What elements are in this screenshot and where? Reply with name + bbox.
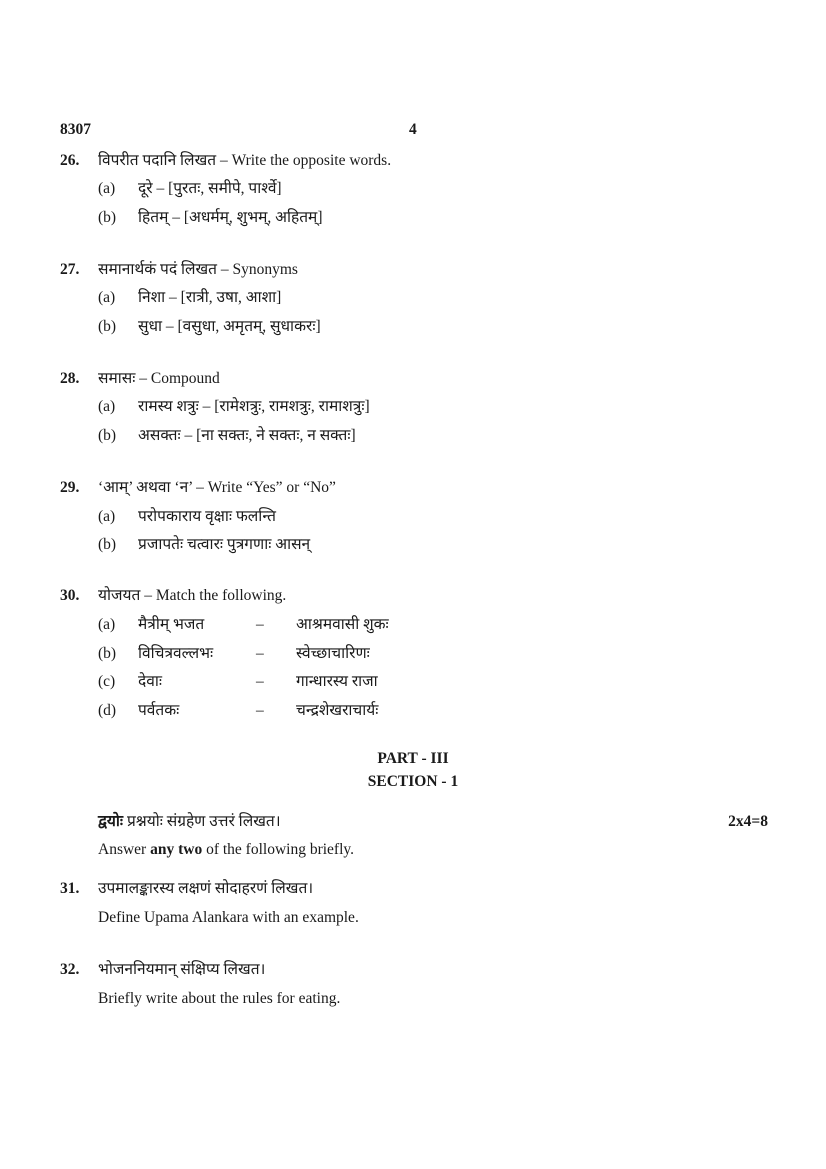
item-text: निशा – [रात्री, उषा, आशा]	[138, 289, 282, 306]
match-dash: –	[256, 673, 264, 690]
question-prompt: समासः – Compound	[98, 370, 220, 387]
question-number: 31.	[60, 880, 80, 897]
item-text: परोपकाराय वृक्षाः फलन्ति	[138, 508, 276, 525]
item-text: हितम् – [अधर्मम्, शुभम्, अहितम्]	[138, 209, 323, 226]
item-label: (a)	[98, 398, 116, 415]
match-label: (a)	[98, 616, 116, 633]
match-left: मैत्रीम् भजत	[138, 616, 205, 633]
item-label: (a)	[98, 508, 116, 525]
match-left: पर्वतकः	[138, 702, 180, 719]
match-label: (c)	[98, 673, 116, 690]
question-prompt: ‘आम्’ अथवा ‘न’ – Write “Yes” or “No”	[98, 479, 336, 496]
match-right: गान्धारस्य राजा	[296, 673, 378, 690]
question-number: 29.	[60, 479, 80, 496]
match-dash: –	[256, 702, 264, 719]
item-label: (b)	[98, 318, 117, 335]
question-sanskrit: उपमालङ्कारस्य लक्षणं सोदाहरणं लिखत।	[98, 880, 314, 897]
marks: 2x4=8	[728, 813, 768, 830]
instruction-pre: Answer	[98, 841, 151, 858]
item-label: (b)	[98, 536, 117, 553]
instruction-post: of the following briefly.	[202, 841, 355, 858]
item-text: रामस्य शत्रुः – [रामेशत्रुः, रामशत्रुः, रामाशत्रुः]	[138, 398, 370, 415]
match-right: आश्रमवासी शुकः	[296, 616, 389, 633]
item-text: असक्तः – [ना सक्तः, ने सक्तः, न सक्तः]	[138, 427, 356, 444]
item-label: (b)	[98, 427, 117, 444]
match-left: विचित्रवल्लभः	[138, 645, 214, 662]
match-label: (d)	[98, 702, 117, 719]
match-label: (b)	[98, 645, 117, 662]
item-text: दूरे – [पुरतः, समीपे, पार्श्वे]	[138, 180, 282, 197]
question-sanskrit: भोजननियमान् संक्षिप्य लिखत।	[98, 961, 266, 978]
match-dash: –	[256, 645, 264, 662]
question-english: Briefly write about the rules for eating.	[98, 990, 341, 1007]
instruction-english	[98, 840, 354, 860]
question-english: Define Upama Alankara with an example.	[98, 909, 359, 926]
item-text: सुधा – [वसुधा, अमृतम्, सुधाकरः]	[138, 318, 321, 335]
instruction-sanskrit	[98, 812, 281, 832]
instruction-emphasis: any two	[150, 841, 203, 858]
question-number: 27.	[60, 261, 80, 278]
match-dash: –	[256, 616, 264, 633]
question-prompt: विपरीत पदानि लिखत – Write the opposite words.	[98, 152, 392, 169]
part-title: PART - III	[377, 750, 449, 767]
instruction-bold: द्वयोः	[98, 813, 124, 830]
question-prompt: योजयत – Match the following.	[98, 587, 287, 604]
question-number: 26.	[60, 152, 80, 169]
item-label: (a)	[98, 180, 116, 197]
paper-code: 8307	[60, 121, 91, 138]
match-left: देवाः	[138, 673, 162, 690]
item-text: प्रजापतेः चत्वारः पुत्रगणाः आसन्	[138, 536, 311, 553]
question-number: 32.	[60, 961, 80, 978]
page-number: 4	[409, 121, 417, 138]
section-title: SECTION - 1	[367, 773, 459, 790]
question-prompt: समानार्थकं पदं लिखत – Synonyms	[98, 261, 298, 278]
item-label: (b)	[98, 209, 117, 226]
instruction-rest: प्रश्नयोः संग्रहेण उत्तरं लिखत।	[123, 813, 281, 830]
match-right: चन्द्रशेखराचार्यः	[296, 702, 379, 719]
match-right: स्वेच्छाचारिणः	[296, 645, 370, 662]
item-label: (a)	[98, 289, 116, 306]
question-number: 28.	[60, 370, 80, 387]
question-number: 30.	[60, 587, 80, 604]
